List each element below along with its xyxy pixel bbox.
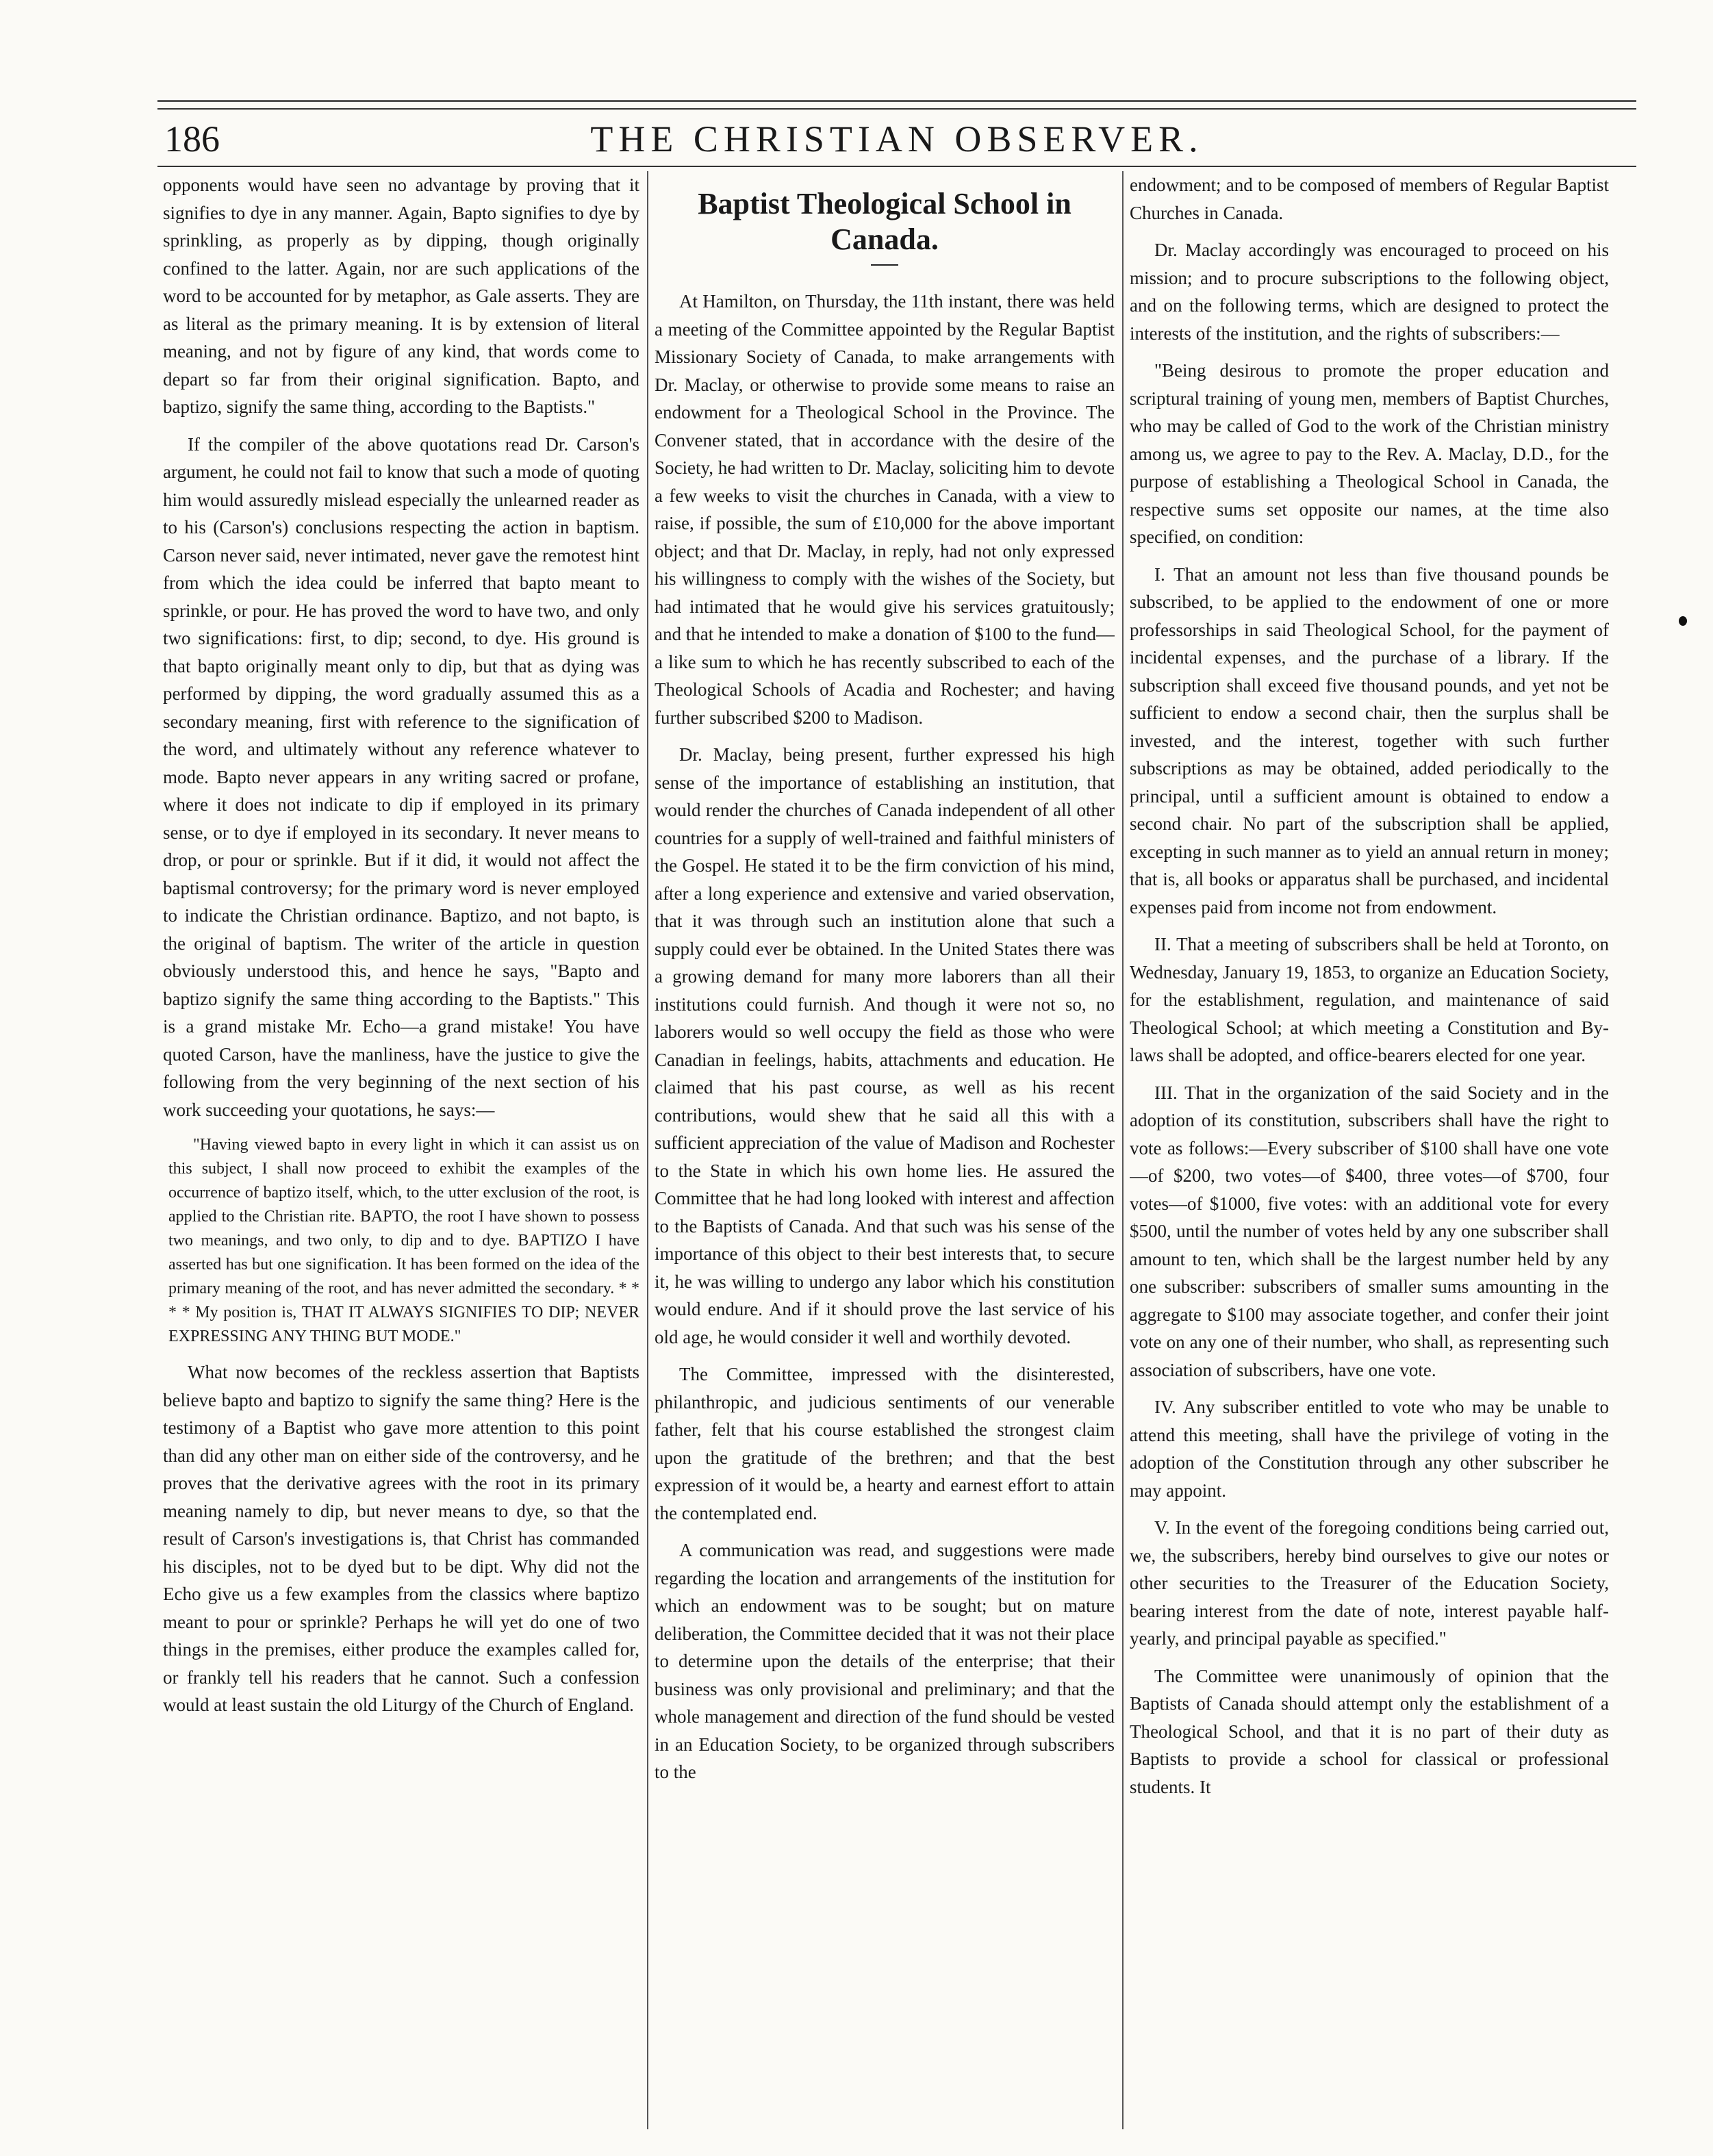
paragraph: V. In the event of the foregoing conditions being carried out, we, the subscribers, hereby bind ourselves to give our notes or other securities to the Treasurer of the Education Society, bearing interest from the date of note, interest payable half-yearly, and principal payable as specified.": [1130, 1517, 1609, 1649]
paragraph: endowment; and to be composed of members of Regular Baptist Churches in Canada.: [1130, 175, 1609, 223]
paragraph: "Being desirous to promote the proper education and scriptural training of young men, members of Baptist Churches, who may be called of God to the work of the Christian ministry among us, we agree to pay to the Rev. A. Maclay, D.D., for the purpose of establishing a Theological School in Canada, the respective sums set opposite our names, at the time also specified, on condition:: [1130, 360, 1609, 547]
column-divider-2: [1122, 171, 1124, 2129]
margin-dot: [1679, 616, 1687, 626]
paragraph: The Committee, impressed with the disinterested, philanthropic, and judicious sentiments of our venerable father, felt that his course established the strongest claim upon the gratitude of the brethren; and that the best expression of it would be, a hearty and earnest effort to attain the contemplated end.: [655, 1364, 1115, 1523]
top-double-rule: [157, 100, 1636, 102]
column-divider-1: [647, 171, 648, 2129]
paragraph: II. That a meeting of subscribers shall be held at Toronto, on Wednesday, January 19, 1853, to organize an Education Society, for the establishment, regulation, and maintenance of said Theological School; at which meeting a Constitution and By-laws shall be adopted, and office-bearers elected for one year.: [1130, 934, 1609, 1065]
masthead-title: THE CHRISTIAN OBSERVER.: [590, 118, 1204, 160]
paragraph: I. That an amount not less than five thousand pounds be subscribed, to be applied to the endowment of one or more professorships in said Theological School, for the payment of incidental expenses, and the purchase of a library. If the subscription shall exceed five thousand pounds, and yet not be sufficient to endow a second chair, then the surplus shall be invested, and the interest, together with such further subscriptions as may be obtained, added periodically to the principal, until a sufficient amount is obtained to endow a second chair. No part of the subscription shall be applied, excepting in such manner as to yield an annual return in money; that is, all books or apparatus shall be purchased, and incidental expenses paid from income not from endowment.: [1130, 563, 1609, 917]
paragraph: Dr. Maclay, being present, further expressed his high sense of the importance of establishing an institution, that would render the churches of Canada independent of all other countries for a supply of well-trained and faithful ministers of the Gospel. He stated it to be the firm conviction of his mind, after a long experience and extensive and varied observation, that it was through such an institution alone that such a supply could ever be obtained. In the United States there was a growing demand for many more laborers than all their institutions could furnish. And though it were not so, no laborers would so well occupy the field as those who were Canadian in feelings, habits, attachments and education. He claimed that his past course, as well as his recent contributions, would shew that he said all this with a sufficient appreciation of the value of Madison and Rochester to the State in which his own home lies. He assured the Committee that he had long looked with interest and affection to the Baptists of Canada. And that such was his sense of the importance of this object to their best interests that, to secure it, he was willing to undergo any labor which his constitution would endure. And if it should prove the last service of his old age, he would consider it well and worthily devoted.: [655, 744, 1115, 1347]
paragraph: IV. Any subscriber entitled to vote who may be unable to attend this meeting, shall have the privilege of voting in the adoption of the Constitution through any other subscriber he may appoint.: [1130, 1397, 1609, 1501]
paragraph: Dr. Maclay accordingly was encouraged to proceed on his mission; and to procure subscriptions to the following object, and on the following terms, which are designed to protect the interests of the institution, and the rights of subscribers:—: [1130, 240, 1609, 344]
paragraph: The Committee were unanimously of opinion that the Baptists of Canada should attempt only the establishment of a Theological School, and that it is no part of their duty as Baptists to provide a school for classical or professional students. It: [1130, 1665, 1609, 1797]
paragraph: If the compiler of the above quotations read Dr. Carson's argument, he could not fail to know that such a mode of quoting him would assuredly mislead especially the unlearned reader as to his (Carson's) conclusions respecting the action in baptism. Carson never said, never intimated, never gave the remotest hint from which the idea could be inferred that bapto meant to sprinkle, or pour. He has proved the word to have two, and only two significations: first, to dip; second, to dye. His ground is that bapto originally meant only to dip, but that as dying was performed by dipping, the word gradually assumed this as a secondary meaning, first with reference to the signification of the word, and ultimately without any reference whatever to mode. Bapto never appears in any writing sacred or profane, where it does not indicate to dip if employed in its primary sense, or to dye if employed in its secondary. It never means to drop, or pour or sprinkle. But if it did, it would not affect the baptismal controversy; for the primary word is never employed to indicate the Christian ordinance. Baptizo, and not bapto, is the original of baptism. The writer of the article in question obviously understood this, and hence he says, "Bapto and baptizo signify the same thing according to the Baptists." This is a grand mistake Mr. Echo—a grand mistake! You have quoted Carson, have the manliness, have the justice to give the following from the very beginning of the next section of his work succeeding your quotations, he says:—: [163, 433, 639, 1120]
page-number: 186: [164, 118, 220, 160]
article-heading: Baptist Theological School in Canada.: [698, 187, 1071, 256]
paragraph: At Hamilton, on Thursday, the 11th instant, there was held a meeting of the Committee appointed by the Regular Baptist Missionary Society of Canada, to make arrangements with Dr. Maclay, or otherwise to provide some means to raise an endowment for a Theological School in the Province. The Convener stated, that in accordance with the desire of the Society, he had written to Dr. Maclay, soliciting him to devote a few weeks to visit the churches in Canada, with a view to raise, if possible, the sum of £10,000 for the above important object; and that Dr. Maclay, in reply, had not only expressed his willingness to comply with the wishes of the Society, but had intimated that he would give his services gratuitously; and that he intended to make a donation of $100 to the fund—a like sum to which he has recently subscribed to each of the Theological Schools of Acadia and Rochester; and having further subscribed $200 to Madison.: [655, 291, 1115, 728]
paragraph: What now becomes of the reckless assertion that Baptists believe bapto and baptizo to signify the same thing? Here is the testimony of a Baptist who gave more attention to this point than did any other man on either side of the controversy, and he proves that the derivative agrees with the root in its primary meaning namely to dip, but never means to dye, so that the result of Carson's investigations is, that Christ has commanded his disciples, not to be dyed but to be dipt. Why did not the Echo give us a few examples from the classics where baptizo meant to pour or sprinkle? Perhaps he will yet do one of two things in the premises, either produce the examples called for, or frankly tell his readers that he cannot. Such a confession would at least sustain the old Liturgy of the Church of England.: [163, 1362, 639, 1715]
column-left: [163, 171, 639, 2129]
paragraph: opponents would have seen no advantage by proving that it signifies to dye in any manner. Again, Bapto signifies to dye by sprinkling, as properly as by dipping, though originally confined to the latter. Again, nor are such applications of the word to be accounted for by metaphor, as Gale asserts. They are as literal as the primary meaning. It is by extension of literal meaning, and not by figure of any kind, that words come to depart so far from their original signification. Bapto, and baptizo, signify the same thing, according to the Baptists.": [163, 175, 639, 417]
column-middle: [655, 171, 1115, 2129]
paragraph: III. That in the organization of the said Society and in the adoption of its constitution, subscribers shall have the right to vote as follows:—Every subscriber of $100 shall have one vote—of $200, two votes—of $400, three votes—of $700, four votes—of $1000, five votes: with an additional vote for every $500, until the number of votes held by any one subscriber shall amount to ten, which shall be the largest number held by any one subscriber: subscribers of smaller sums amounting in the aggregate to $100 may associate together, and confer their joint vote on any one of their number, who shall, as representing such association of subscribers, have one vote.: [1130, 1082, 1609, 1380]
page-header: [157, 115, 1636, 163]
top-rule: [157, 108, 1636, 110]
header-rule: [157, 166, 1636, 167]
paragraph: A communication was read, and suggestions were made regarding the location and arrangements of the institution for which an endowment was to be sought; but on mature deliberation, the Committee decided that it was not their place to determine upon the details of the enterprise; that their business was only provisional and preliminary; and that the whole management and direction of the fund should be vested in an Education Society, to be organized through subscribers to the: [655, 1540, 1115, 1782]
block-quote: "Having viewed bapto in every light in which it can assist us on this subject, I shall now proceed to exhibit the examples of the occurrence of baptizo itself, which, to the utter exclusion of the root, is applied to the Christian rite. BAPTO, the root I have shown to possess two meanings, and two only, to dip and to dye. BAPTIZO I have asserted has but one signification. It has been formed on the idea of the primary meaning of the root, and has never admitted the secondary. * * * * My position is, THAT IT ALWAYS SIGNIFIES TO DIP; NEVER EXPRESSING ANY THING BUT MODE.": [168, 1136, 639, 1345]
heading-dash: [871, 264, 898, 266]
column-right: [1130, 171, 1609, 2129]
